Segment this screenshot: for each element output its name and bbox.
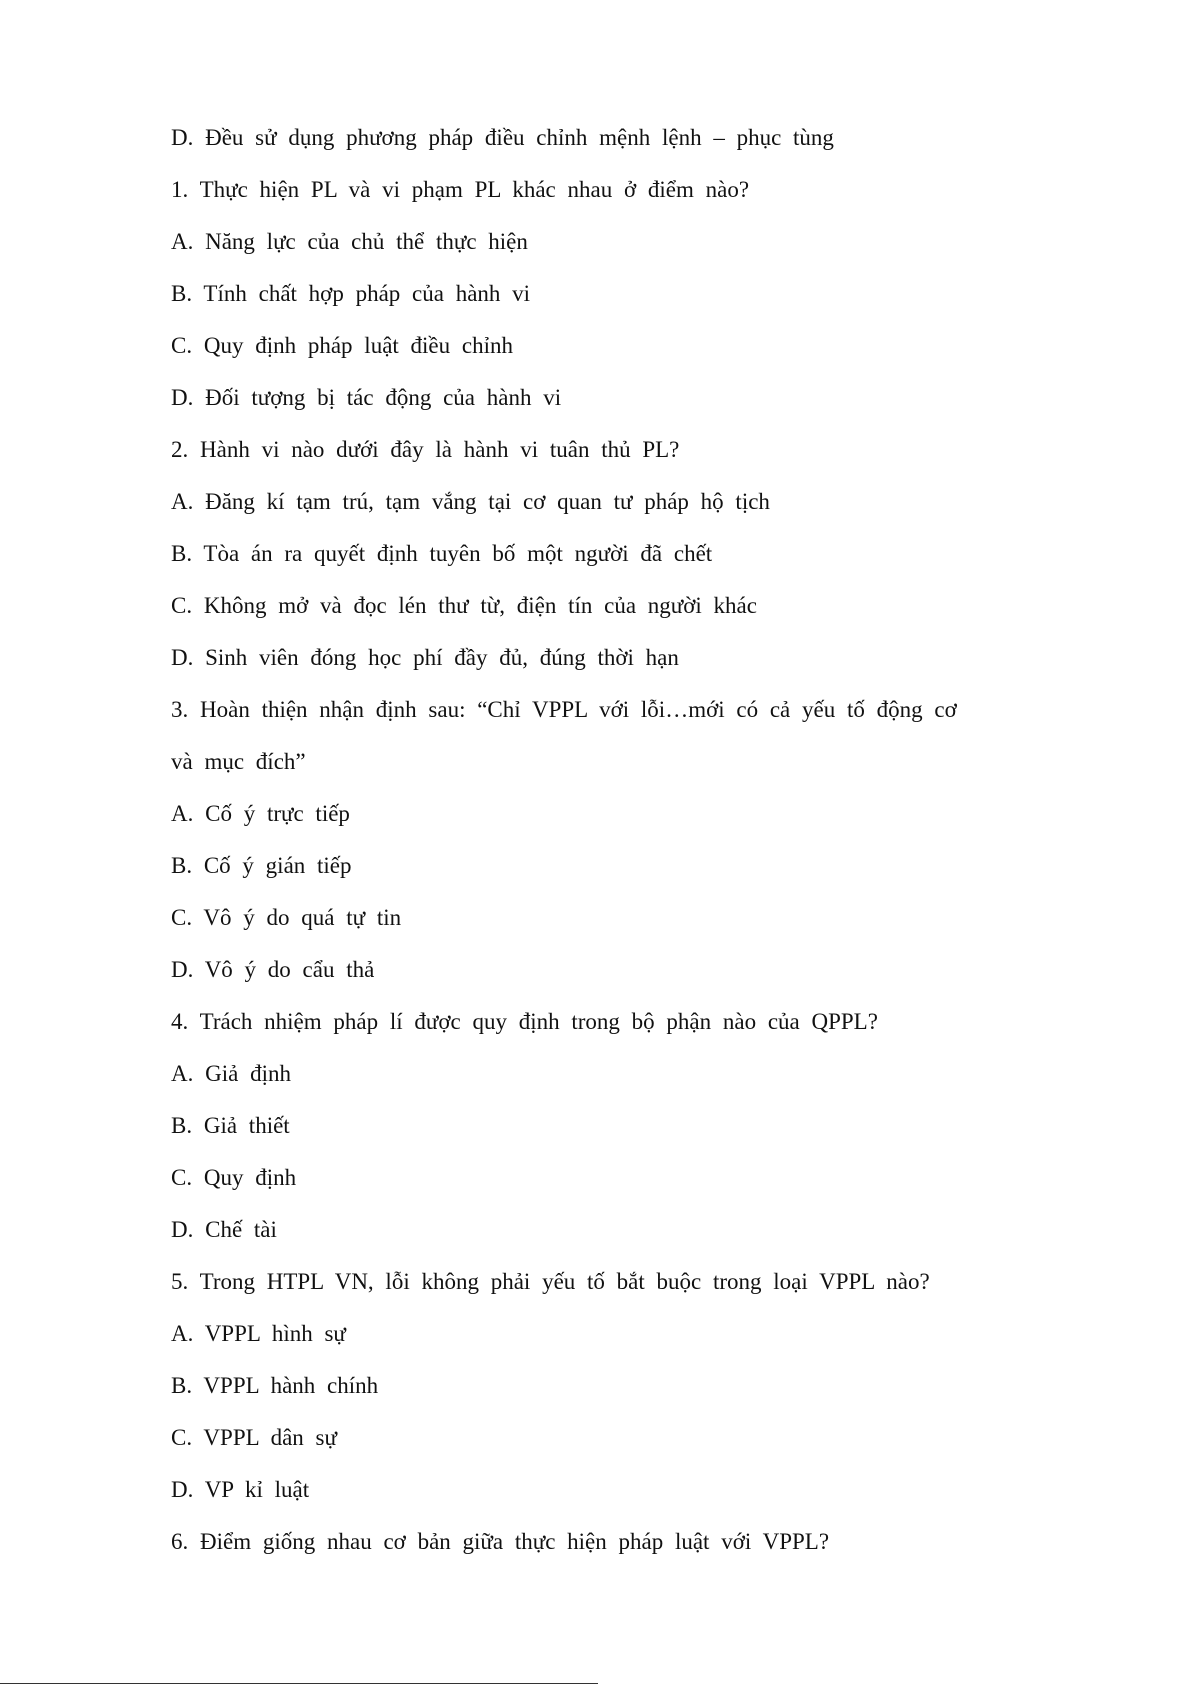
question-5: 5. Trong HTPL VN, lỗi không phải yếu tố bắt buộc trong loại VPPL nào?	[171, 1269, 930, 1294]
question-1-option-a: A. Năng lực của chủ thể thực hiện	[171, 229, 528, 254]
question-4-option-a: A. Giả định	[171, 1061, 291, 1086]
question-2: 2. Hành vi nào dưới đây là hành vi tuân thủ PL?	[171, 437, 680, 462]
question-2-option-d: D. Sinh viên đóng học phí đầy đủ, đúng thời hạn	[171, 645, 679, 670]
question-3-option-d: D. Vô ý do cẩu thả	[171, 957, 375, 982]
question-2-option-b: B. Tòa án ra quyết định tuyên bố một người đã chết	[171, 541, 713, 566]
question-2-option-a: A. Đăng kí tạm trú, tạm vắng tại cơ quan tư pháp hộ tịch	[171, 489, 770, 514]
question-2-option-c: C. Không mở và đọc lén thư từ, điện tín của người khác	[171, 593, 757, 618]
question-1-option-b: B. Tính chất hợp pháp của hành vi	[171, 281, 531, 306]
question-3-option-c: C. Vô ý do quá tự tin	[171, 905, 402, 930]
question-1-option-d: D. Đối tượng bị tác động của hành vi	[171, 385, 562, 410]
question-5-option-d: D. VP kỉ luật	[171, 1477, 310, 1502]
question-5-option-b: B. VPPL hành chính	[171, 1373, 379, 1398]
question-5-option-a: A. VPPL hình sự	[171, 1321, 346, 1346]
question-6: 6. Điểm giống nhau cơ bản giữa thực hiện pháp luật với VPPL?	[171, 1529, 830, 1554]
question-4: 4. Trách nhiệm pháp lí được quy định trong bộ phận nào của QPPL?	[171, 1009, 878, 1034]
question-3-line-2: và mục đích”	[171, 749, 306, 774]
answer-d-line: D. Đều sử dụng phương pháp điều chỉnh mệnh lệnh – phục tùng	[171, 125, 834, 150]
question-3-line-1: 3. Hoàn thiện nhận định sau: “Chỉ VPPL với lỗi…mới có cả yếu tố động cơ	[171, 697, 957, 722]
question-1: 1. Thực hiện PL và vi phạm PL khác nhau ở điểm nào?	[171, 177, 750, 202]
question-3-option-b: B. Cố ý gián tiếp	[171, 853, 352, 878]
question-4-option-c: C. Quy định	[171, 1165, 297, 1190]
question-1-option-c: C. Quy định pháp luật điều chỉnh	[171, 333, 513, 358]
question-4-option-d: D. Chế tài	[171, 1217, 277, 1242]
bottom-divider	[0, 1683, 598, 1684]
question-3-option-a: A. Cố ý trực tiếp	[171, 801, 350, 826]
question-4-option-b: B. Giả thiết	[171, 1113, 290, 1138]
question-5-option-c: C. VPPL dân sự	[171, 1425, 337, 1450]
document-text	[171, 116, 1011, 1572]
